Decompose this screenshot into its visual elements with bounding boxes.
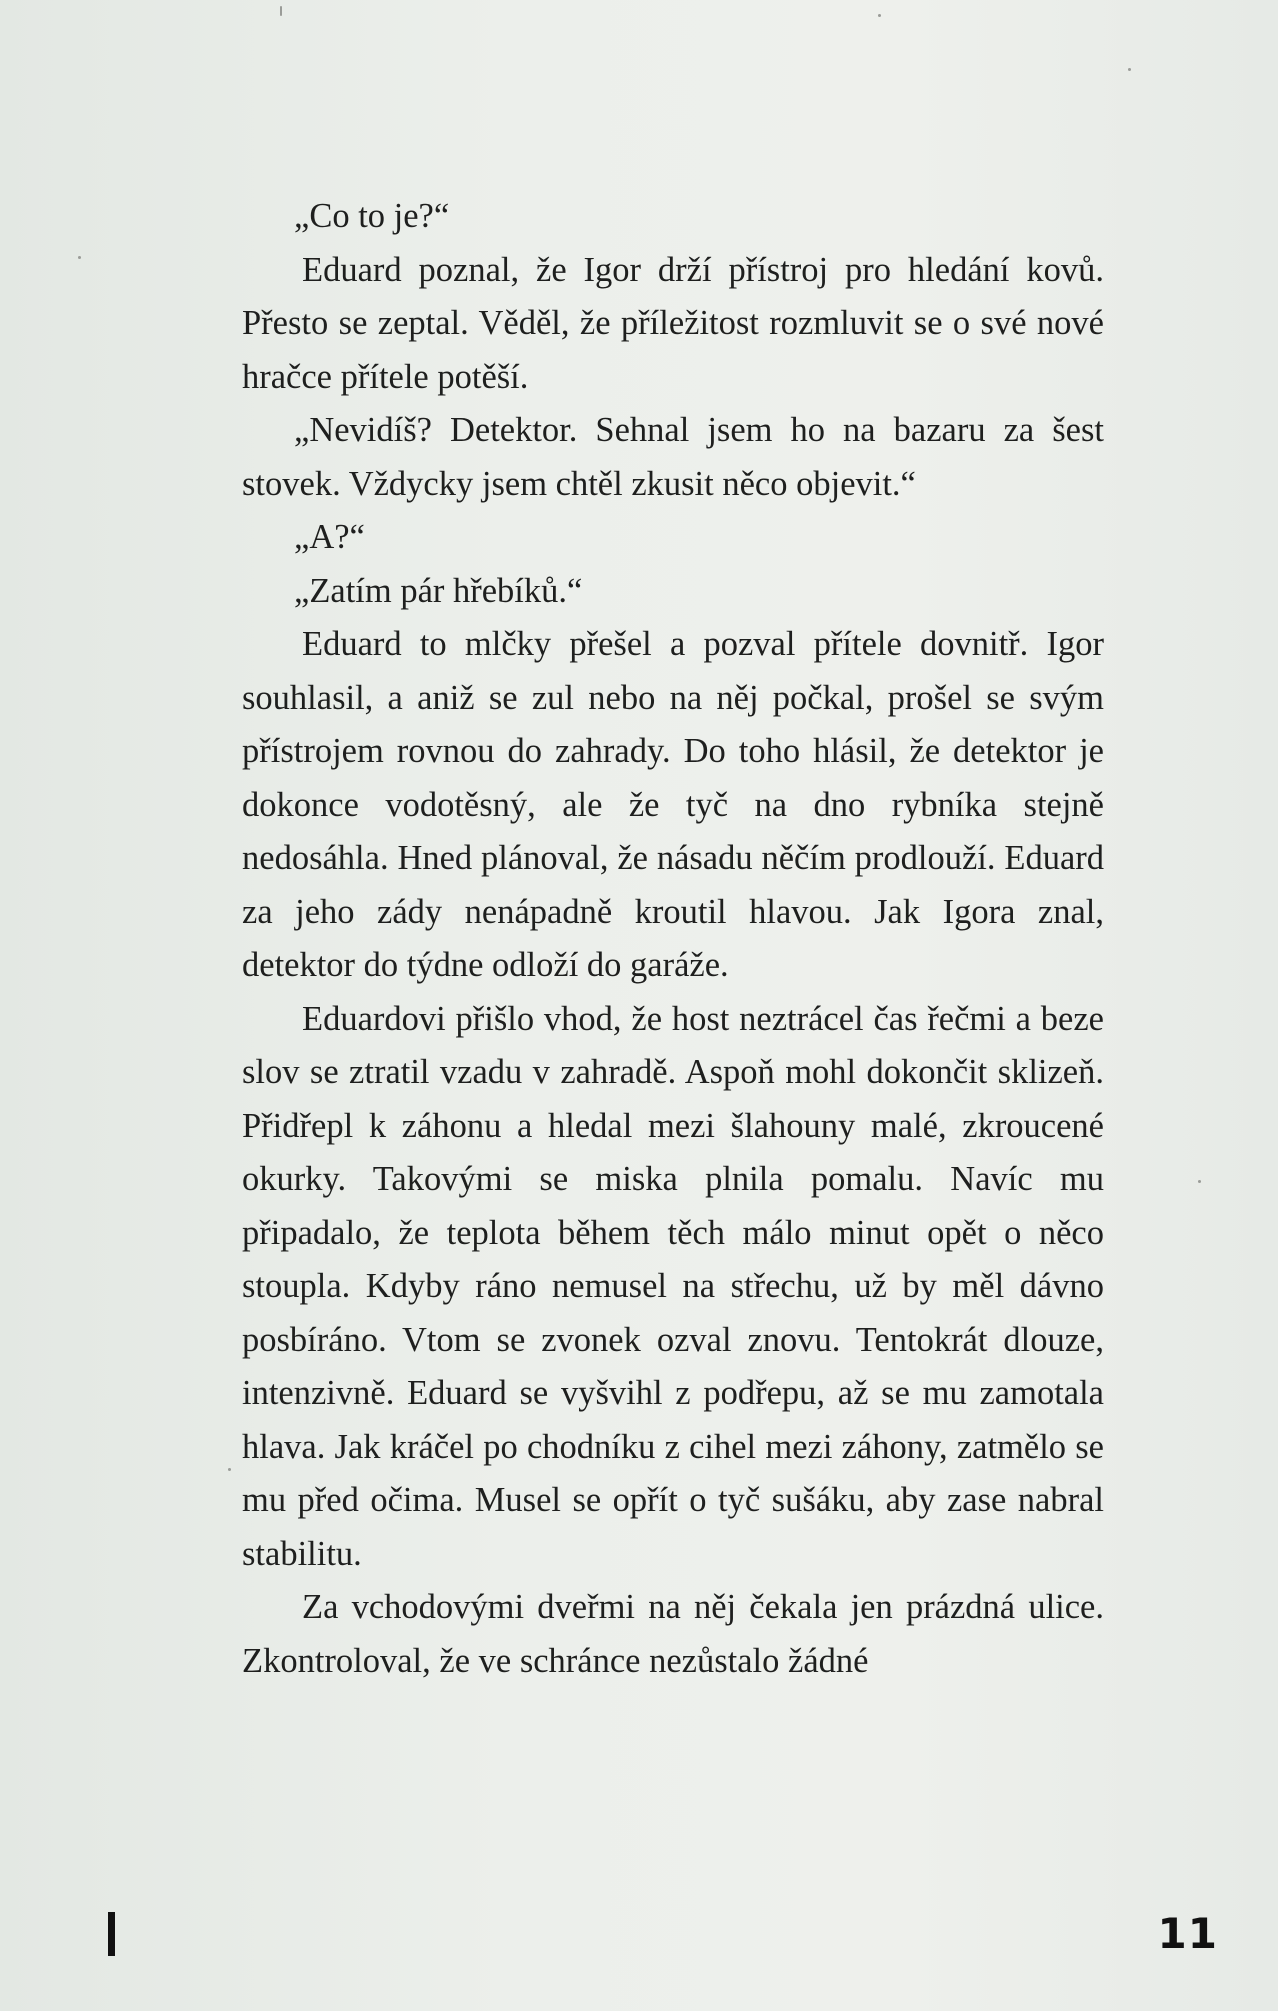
paper-speck bbox=[878, 14, 881, 17]
dialogue-line: „A?“ bbox=[294, 518, 365, 556]
dialogue-line: „Co to je?“ bbox=[294, 197, 450, 235]
paragraph: Eduard poznal, že Igor drží přístroj pro hledání kovů. Přesto se zeptal. Věděl, že příležitost rozmluvit se o své nové hračce přítele potěší. bbox=[242, 250, 1104, 396]
paper-speck bbox=[78, 256, 81, 259]
paper-speck bbox=[280, 6, 282, 16]
body-text bbox=[242, 190, 1104, 1688]
paper-speck bbox=[228, 1468, 231, 1471]
dialogue-line: „Zatím pár hřebíků.“ bbox=[294, 571, 583, 610]
paragraph: Eduardovi přišlo vhod, že host neztrácel čas řečmi a beze slov se ztratil vzadu v zahradě. Aspoň mohl dokončit sklizeň. Přidřepl k záhonu a hledal mezi šlahouny malé, zkroucené okurky. Takovými se miska plnila pomalu. Navíc mu připadalo, že teplota během těch málo minut opět o něco stoupla. Kdyby ráno nemusel na střechu, už by měl dávno posbíráno. Vtom se zvonek ozval znovu. Tentokrát dlouze, intenzivně. Eduard se vyšvihl z podřepu, až se mu zamotala hlava. Jak kráčel po chodníku z cihel mezi záhony, zatmělo se mu před očima. Musel se opřít o tyč sušáku, aby zase nabral stabilitu. bbox=[242, 999, 1104, 1573]
paper-speck bbox=[1198, 1180, 1201, 1183]
dialogue-line: „Nevidíš? Detektor. Sehnal jsem ho na bazaru za šest stovek. Vždycky jsem chtěl zkusit něco objevit.“ bbox=[242, 411, 1104, 503]
paragraph: Eduard to mlčky přešel a pozval přítele dovnitř. Igor souhlasil, a aniž se zul nebo na něj počkal, prošel se svým přístrojem rovnou do zahrady. Do toho hlásil, že detektor je dokonce vodotěsný, ale že tyč na dno rybníka stejně nedosáhla. Hned plánoval, že násadu něčím prodlouží. Eduard za jeho zády nenápadně kroutil hlavou. Jak Igora znal, detektor do týdne odloží do garáže. bbox=[242, 625, 1104, 984]
paragraph: Za vchodovými dveřmi na něj čekala jen prázdná ulice. Zkontroloval, že ve schránce nezůstalo žádné bbox=[242, 1588, 1104, 1680]
folio-marker-bar bbox=[108, 1912, 115, 1956]
paper-speck bbox=[1128, 68, 1131, 71]
page-number: 11 bbox=[1157, 1909, 1218, 1958]
